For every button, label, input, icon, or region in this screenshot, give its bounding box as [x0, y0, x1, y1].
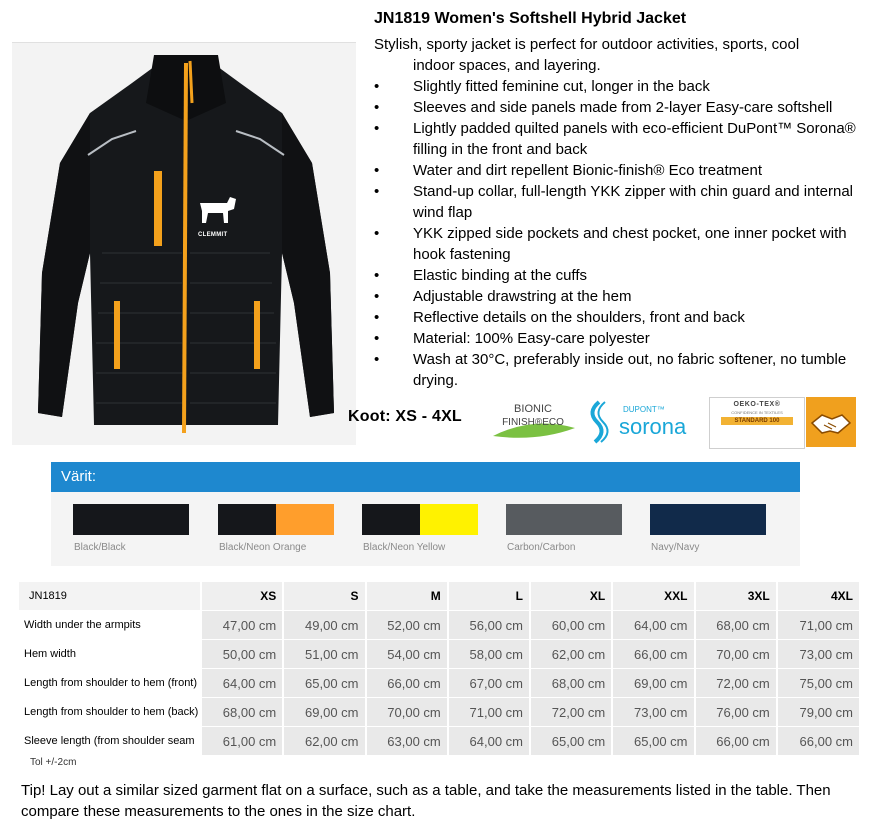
- measuring-tip: Tip! Lay out a similar sized garment flat on a surface, such as a table, and take the measurements listed in the table. Then compare these measurements to the ones in the size chart.: [21, 782, 831, 820]
- bionic-text-1: BIONIC: [514, 403, 552, 415]
- handshake-icon: [806, 397, 856, 447]
- size-header: XXL: [612, 582, 694, 611]
- measurement-value: 68,00 cm: [201, 698, 283, 727]
- measurement-label: Length from shoulder to hem (front): [19, 669, 201, 698]
- table-row: [19, 611, 859, 640]
- table-row: [19, 698, 859, 727]
- product-intro: [374, 34, 864, 76]
- measurement-value: 69,00 cm: [283, 698, 365, 727]
- measurement-value: 66,00 cm: [612, 640, 694, 669]
- measurement-value: 67,00 cm: [448, 669, 530, 698]
- measurement-value: 66,00 cm: [777, 727, 859, 756]
- colors-heading: Värit:: [51, 462, 800, 492]
- oeko-tex-logo: [709, 397, 805, 449]
- size-chart-table: [19, 582, 859, 756]
- measurement-value: 65,00 cm: [283, 669, 365, 698]
- measurement-label: Sleeve length (from shoulder seam: [19, 727, 201, 756]
- color-swatch: [650, 504, 766, 535]
- feature-item: • Reflective details on the shoulders, front and back: [374, 307, 864, 328]
- color-swatch-label: Black/Black: [74, 542, 126, 553]
- measurement-value: 69,00 cm: [612, 669, 694, 698]
- oeko-tex-subtitle: CONFIDENCE IN TEXTILES: [731, 410, 783, 415]
- size-header: XL: [530, 582, 612, 611]
- table-row: [19, 669, 859, 698]
- measurement-value: 56,00 cm: [448, 611, 530, 640]
- swatch-primary-color: [218, 504, 276, 535]
- swatch-primary-color: [650, 504, 708, 535]
- oeko-tex-standard: STANDARD 100: [721, 417, 793, 425]
- swatch-accent-color: [131, 504, 189, 535]
- measurement-value: 65,00 cm: [530, 727, 612, 756]
- measurement-value: 65,00 cm: [612, 727, 694, 756]
- color-swatch-label: Black/Neon Yellow: [363, 542, 446, 553]
- measurement-value: 68,00 cm: [530, 669, 612, 698]
- feature-item: • Wash at 30°C, preferably inside out, no fabric softener, no tumble drying.: [374, 349, 864, 391]
- color-swatch-label: Black/Neon Orange: [219, 542, 307, 553]
- table-row: [19, 727, 859, 756]
- measurement-value: 72,00 cm: [530, 698, 612, 727]
- measurement-value: 51,00 cm: [283, 640, 365, 669]
- color-swatch-label: Carbon/Carbon: [507, 542, 576, 553]
- size-header: 4XL: [777, 582, 859, 611]
- sorona-logo: [585, 398, 703, 446]
- measurement-value: 62,00 cm: [283, 727, 365, 756]
- measurement-value: 73,00 cm: [777, 640, 859, 669]
- color-swatch: [362, 504, 478, 535]
- measurement-value: 52,00 cm: [366, 611, 448, 640]
- measurement-value: 70,00 cm: [695, 640, 777, 669]
- tolerance-note: Tol +/-2cm: [30, 757, 77, 768]
- measurement-value: 60,00 cm: [530, 611, 612, 640]
- feature-item: • YKK zipped side pockets and chest pocket, one inner pocket with hook fastening: [374, 223, 864, 265]
- swatch-accent-color: [708, 504, 766, 535]
- measurement-label: Length from shoulder to hem (back): [19, 698, 201, 727]
- swatch-primary-color: [506, 504, 564, 535]
- measurement-value: 66,00 cm: [695, 727, 777, 756]
- swatch-primary-color: [362, 504, 420, 535]
- colors-panel: [51, 462, 800, 566]
- size-header: M: [366, 582, 448, 611]
- measurement-value: 75,00 cm: [777, 669, 859, 698]
- measurement-value: 76,00 cm: [695, 698, 777, 727]
- feature-item: • Lightly padded quilted panels with eco-efficient DuPont™ Sorona® filling in the front and back: [374, 118, 864, 160]
- intro-line-1: Stylish, sporty jacket is perfect for outdoor activities, sports, cool: [374, 36, 800, 53]
- jacket-logo-text: CLEMMIT: [198, 232, 228, 238]
- size-table-body: [19, 611, 859, 756]
- sorona-text: sorona: [619, 414, 687, 439]
- bionic-text-2: FINISH®ECO: [502, 417, 564, 428]
- color-swatch: [218, 504, 334, 535]
- feature-item: • Elastic binding at the cuffs: [374, 265, 864, 286]
- measurement-value: 71,00 cm: [777, 611, 859, 640]
- product-code-header: JN1819: [19, 582, 201, 611]
- size-header: S: [283, 582, 365, 611]
- feature-item: • Material: 100% Easy-care polyester: [374, 328, 864, 349]
- swatch-accent-color: [276, 504, 334, 535]
- feature-item: • Sleeves and side panels made from 2-layer Easy-care softshell: [374, 97, 864, 118]
- color-swatch-label: Navy/Navy: [651, 542, 700, 553]
- measurement-value: 79,00 cm: [777, 698, 859, 727]
- feature-item: • Slightly fitted feminine cut, longer in the back: [374, 76, 864, 97]
- product-photo: [12, 42, 356, 445]
- measurement-value: 61,00 cm: [201, 727, 283, 756]
- swatch-primary-color: [73, 504, 131, 535]
- swatch-accent-color: [564, 504, 622, 535]
- dupont-text: DUPONT™: [623, 405, 665, 414]
- size-range-label: Koot: XS - 4XL: [348, 408, 462, 425]
- measurement-value: 50,00 cm: [201, 640, 283, 669]
- jacket-image: [12, 43, 356, 445]
- table-header-row: [19, 582, 859, 611]
- measurement-value: 68,00 cm: [695, 611, 777, 640]
- feature-item: • Stand-up collar, full-length YKK zipper with chin guard and internal wind flap: [374, 181, 864, 223]
- measurement-value: 64,00 cm: [612, 611, 694, 640]
- measurement-value: 62,00 cm: [530, 640, 612, 669]
- measurement-value: 58,00 cm: [448, 640, 530, 669]
- measurement-value: 70,00 cm: [366, 698, 448, 727]
- size-header: XS: [201, 582, 283, 611]
- table-row: [19, 640, 859, 669]
- measurement-value: 63,00 cm: [366, 727, 448, 756]
- measurement-value: 49,00 cm: [283, 611, 365, 640]
- measurement-label: Width under the armpits: [19, 611, 201, 640]
- swatch-accent-color: [420, 504, 478, 535]
- measurement-value: 71,00 cm: [448, 698, 530, 727]
- measurement-value: 72,00 cm: [695, 669, 777, 698]
- size-header: 3XL: [695, 582, 777, 611]
- measurement-value: 66,00 cm: [366, 669, 448, 698]
- feature-item: • Water and dirt repellent Bionic-finish® Eco treatment: [374, 160, 864, 181]
- color-swatch: [73, 504, 189, 535]
- bionic-finish-logo: [487, 398, 579, 446]
- feature-list: [374, 76, 864, 391]
- feature-item: • Adjustable drawstring at the hem: [374, 286, 864, 307]
- intro-line-2: indoor spaces, and layering.: [413, 57, 601, 74]
- oeko-tex-heading: OEKO-TEX®: [733, 401, 781, 408]
- measurement-value: 64,00 cm: [201, 669, 283, 698]
- measurement-label: Hem width: [19, 640, 201, 669]
- measurement-value: 54,00 cm: [366, 640, 448, 669]
- product-title: JN1819 Women's Softshell Hybrid Jacket: [374, 10, 687, 27]
- size-header: L: [448, 582, 530, 611]
- measurement-value: 73,00 cm: [612, 698, 694, 727]
- measurement-value: 47,00 cm: [201, 611, 283, 640]
- measurement-value: 64,00 cm: [448, 727, 530, 756]
- color-swatch: [506, 504, 622, 535]
